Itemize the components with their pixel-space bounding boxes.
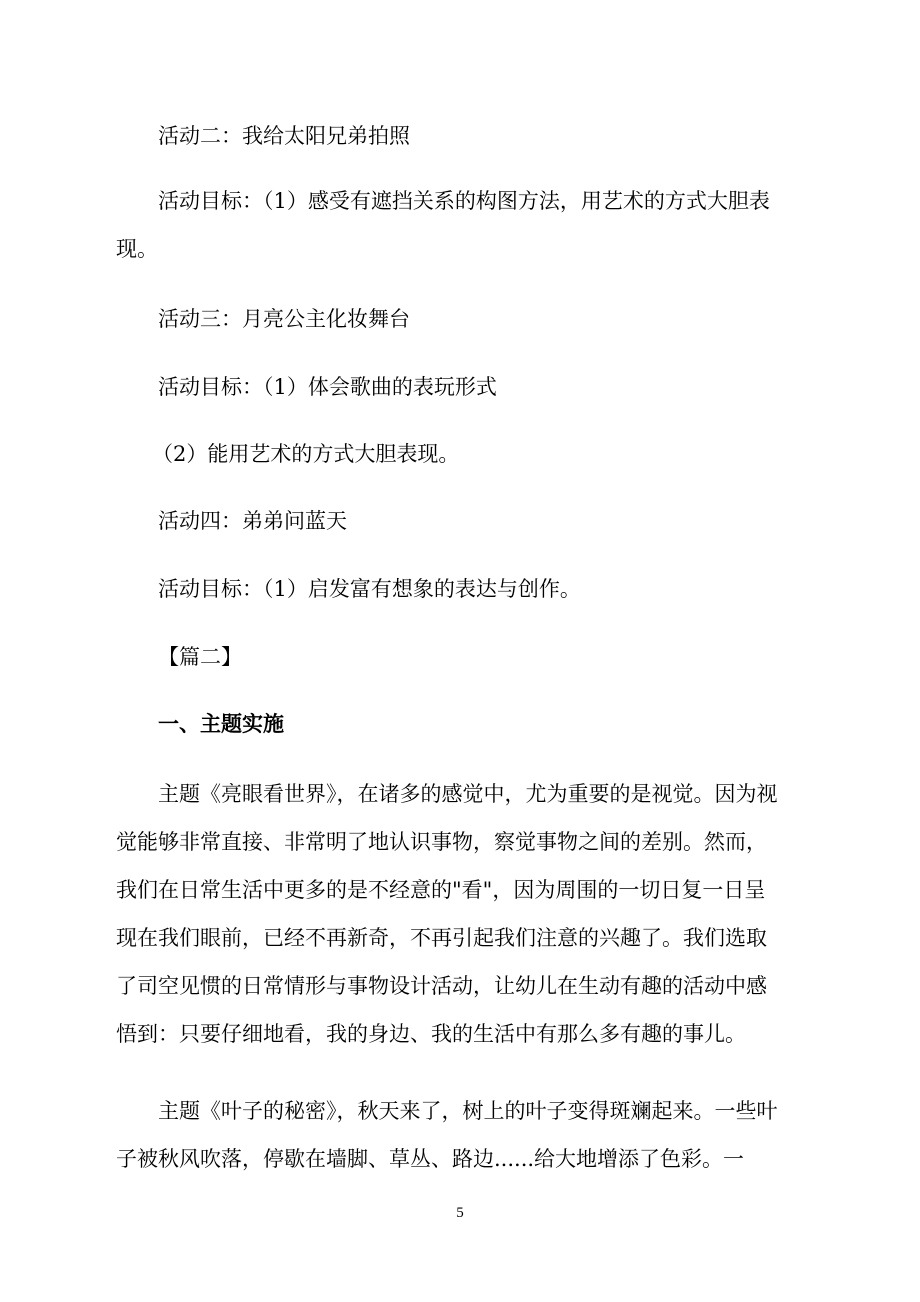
paragraph-1-line: 主题《亮眼看世界》，在诸多的感觉中，尤为重要的是视觉。因为视 [158,782,778,806]
paragraph-1-line: 悟到：只要仔细地看，我的身边、我的生活中有那么多有趣的事儿。 [116,1022,746,1046]
paragraph-2 [116,1087,806,1183]
section-marker: 【篇二】 [158,645,242,669]
page-number: 5 [456,1205,464,1221]
activity3-title: 活动三：月亮公主化妆舞台 [158,307,410,331]
activity4-title: 活动四：弟弟问蓝天 [158,509,347,533]
paragraph-1-line: 了司空见惯的日常情形与事物设计活动，让幼儿在生动有趣的活动中感 [116,974,767,998]
activity4-goal: 活动目标：（1）启发富有想象的表达与创作。 [158,577,581,601]
paragraph-2-line: 主题《叶子的秘密》，秋天来了，树上的叶子变得斑斓起来。一些叶 [158,1099,778,1123]
section-heading: 一、主题实施 [158,712,284,736]
paragraph-1-line: 现在我们眼前，已经不再新奇，不再引起我们注意的兴趣了。我们选取 [116,926,767,950]
paragraph-1-line: 觉能够非常直接、非常明了地认识事物，察觉事物之间的差别。然而， [116,830,767,854]
paragraph-1 [116,770,806,1058]
paragraph-2-line: 子被秋风吹落，停歇在墙脚、草丛、路边......给大地增添了色彩。一 [116,1147,745,1171]
activity2-title: 活动二：我给太阳兄弟拍照 [158,124,410,148]
activity2-goal-line2: 现。 [116,237,158,261]
activity2-goal-line1: 活动目标：（1）感受有遮挡关系的构图方法，用艺术的方式大胆表 [158,189,770,213]
activity3-goal2: （2）能用艺术的方式大胆表现。 [152,442,460,466]
activity3-goal1: 活动目标：（1）体会歌曲的表玩形式 [158,375,497,399]
paragraph-1-line: 我们在日常生活中更多的是不经意的"看"，因为周围的一切日复一日呈 [116,878,766,902]
